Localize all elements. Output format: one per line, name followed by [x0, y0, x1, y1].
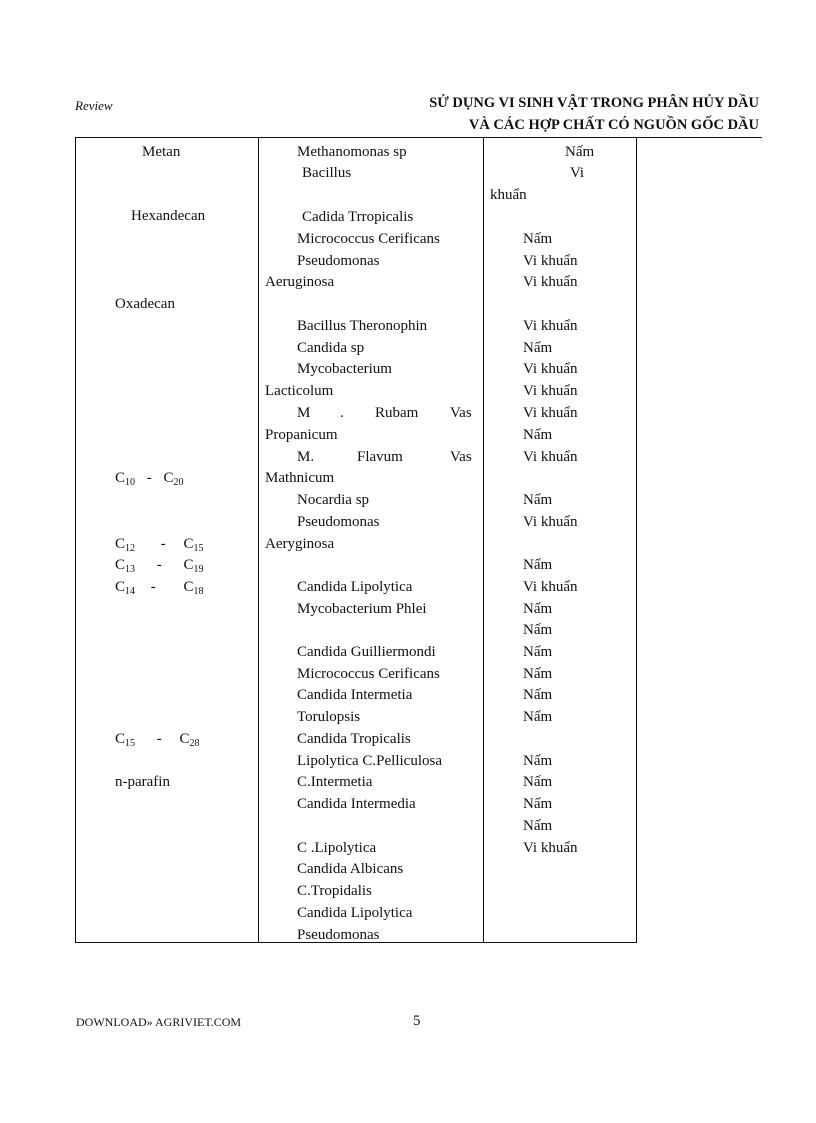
organism-type: Vi khuẩn — [523, 361, 578, 377]
organism-name-part: Rubam — [375, 405, 419, 421]
organism-type: Vi khuẩn — [523, 253, 578, 269]
organism-name-part: M. — [297, 449, 315, 465]
organism-name: Candida Albicans — [297, 861, 404, 877]
organism-type: Vi khuẩn — [523, 449, 578, 465]
carbon-label: C — [183, 579, 194, 595]
page-number: 5 — [413, 1013, 421, 1029]
substrate-c14-c18 — [115, 578, 204, 601]
organism-type: Vi khuẩn — [523, 405, 578, 421]
substrate-n-parafin: n-parafin — [115, 774, 170, 790]
carbon-label: C — [115, 731, 126, 747]
organism-name-part: Vas — [450, 449, 472, 465]
footer-source: DOWNLOAD» AGRIVIET.COM — [76, 1015, 242, 1029]
range-dash: - — [150, 579, 156, 595]
carbon-label: C — [115, 579, 126, 595]
organism-name: Candida Intermetia — [297, 687, 413, 703]
organism-name: Candida Guilliermondi — [297, 644, 436, 660]
substrate-oxadecan: Oxadecan — [115, 296, 175, 312]
organism-type: Nấm — [523, 818, 553, 834]
organism-type: Nấm — [523, 687, 553, 703]
organism-name: Micrococcus Cerificans — [297, 666, 440, 682]
organism-type: Vi khuẩn — [523, 318, 578, 334]
organism-type: Nấm — [523, 557, 553, 573]
organism-name: Bacillus — [302, 165, 352, 181]
header-review-label: Review — [75, 98, 113, 113]
range-dash: - — [160, 536, 166, 552]
organism-type: Vi khuẩn — [523, 840, 578, 856]
carbon-label: C — [115, 470, 126, 486]
organism-name: Candida Tropicalis — [297, 731, 411, 747]
organism-type: Vi khuẩn — [523, 579, 578, 595]
organism-type: Nấm — [523, 709, 553, 725]
organism-name: Nocardia sp — [297, 492, 370, 508]
organism-name: Lacticolum — [265, 383, 334, 399]
organism-name-part: M — [297, 405, 311, 421]
carbon-subscript: 19 — [193, 564, 204, 575]
carbon-label: C — [115, 557, 126, 573]
organism-name: Mathnicum — [265, 470, 335, 486]
organism-type: Nấm — [523, 622, 553, 638]
range-dash: - — [156, 557, 162, 573]
organism-name: Mycobacterium — [297, 361, 392, 377]
substrate-c15-c28 — [115, 730, 200, 753]
carbon-label: C — [183, 557, 194, 573]
organism-type: Nấm — [523, 340, 553, 356]
organism-type: Nấm — [523, 427, 553, 443]
organism-type: Nấm — [523, 492, 553, 508]
organism-name: C.Tropidalis — [297, 883, 372, 899]
organism-type: Vi khuẩn — [523, 514, 578, 530]
range-dash: - — [156, 731, 162, 747]
carbon-subscript: 12 — [125, 543, 136, 554]
substrate-metan: Metan — [142, 144, 181, 160]
table-column-divider-1 — [258, 137, 259, 943]
organism-name: Aeruginosa — [265, 274, 335, 290]
organism-name: Mycobacterium Phlei — [297, 601, 427, 617]
organism-type: Vi — [570, 165, 585, 181]
carbon-subscript: 13 — [125, 564, 136, 575]
carbon-subscript: 28 — [189, 738, 200, 749]
organism-name-part: . — [340, 405, 344, 421]
carbon-subscript: 18 — [193, 586, 204, 597]
organism-name: Candida Intermedia — [297, 796, 416, 812]
organism-name-part: Flavum — [357, 449, 403, 465]
substrate-c10-c20 — [115, 469, 184, 492]
organism-type: Nấm — [523, 796, 553, 812]
carbon-label: C — [179, 731, 190, 747]
organism-type: Nấm — [523, 601, 553, 617]
carbon-label: C — [183, 536, 194, 552]
substrate-c13-c19 — [115, 556, 204, 579]
document-title-line-2: VÀ CÁC HỢP CHẤT CÓ NGUỒN GỐC DẦU — [468, 117, 759, 133]
organism-type: Vi khuẩn — [523, 383, 578, 399]
table-column-divider-2 — [483, 137, 484, 943]
carbon-label: C — [115, 536, 126, 552]
organism-name: Candida Lipolytica — [297, 579, 413, 595]
carbon-subscript: 14 — [125, 586, 136, 597]
organism-name: Methanomonas sp — [297, 144, 407, 160]
substrate-c12-c15 — [115, 535, 204, 558]
organism-type: Nấm — [523, 644, 553, 660]
organism-type: Nấm — [523, 666, 553, 682]
organism-name: Pseudomonas — [297, 927, 380, 943]
organism-name: Torulopsis — [297, 709, 361, 725]
carbon-subscript: 10 — [125, 477, 136, 488]
organism-name: Bacillus Theronophin — [297, 318, 428, 334]
substrate-hexandecan: Hexandecan — [131, 208, 206, 224]
carbon-subscript: 15 — [125, 738, 136, 749]
organism-name: Candida Lipolytica — [297, 905, 413, 921]
organism-name-part: Vas — [450, 405, 472, 421]
carbon-subscript: 15 — [193, 543, 204, 554]
organism-name: Lipolytica C.Pelliculosa — [297, 753, 442, 769]
organism-name: Micrococcus Cerificans — [297, 231, 440, 247]
organism-type: Nấm — [523, 231, 553, 247]
carbon-label: C — [163, 470, 174, 486]
carbon-subscript: 20 — [173, 477, 184, 488]
organism-type: Nấm — [523, 774, 553, 790]
organism-name: Propanicum — [265, 427, 338, 443]
organism-type: Vi khuẩn — [523, 274, 578, 290]
organism-name: Pseudomonas — [297, 253, 380, 269]
organism-name: Cadida Trropicalis — [302, 209, 414, 225]
range-dash: - — [146, 470, 152, 486]
organism-type: khuẩn — [490, 187, 527, 203]
organism-type: Nấm — [523, 753, 553, 769]
organism-name: C .Lipolytica — [297, 840, 377, 856]
document-title-line-1: SỬ DỤNG VI SINH VẬT TRONG PHÂN HỦY DẦU — [429, 95, 759, 111]
organism-name: Aeryginosa — [265, 536, 335, 552]
organism-name: C.Intermetia — [297, 774, 373, 790]
organism-type: Nấm — [565, 144, 595, 160]
organism-name: Candida sp — [297, 340, 365, 356]
organism-name: Pseudomonas — [297, 514, 380, 530]
